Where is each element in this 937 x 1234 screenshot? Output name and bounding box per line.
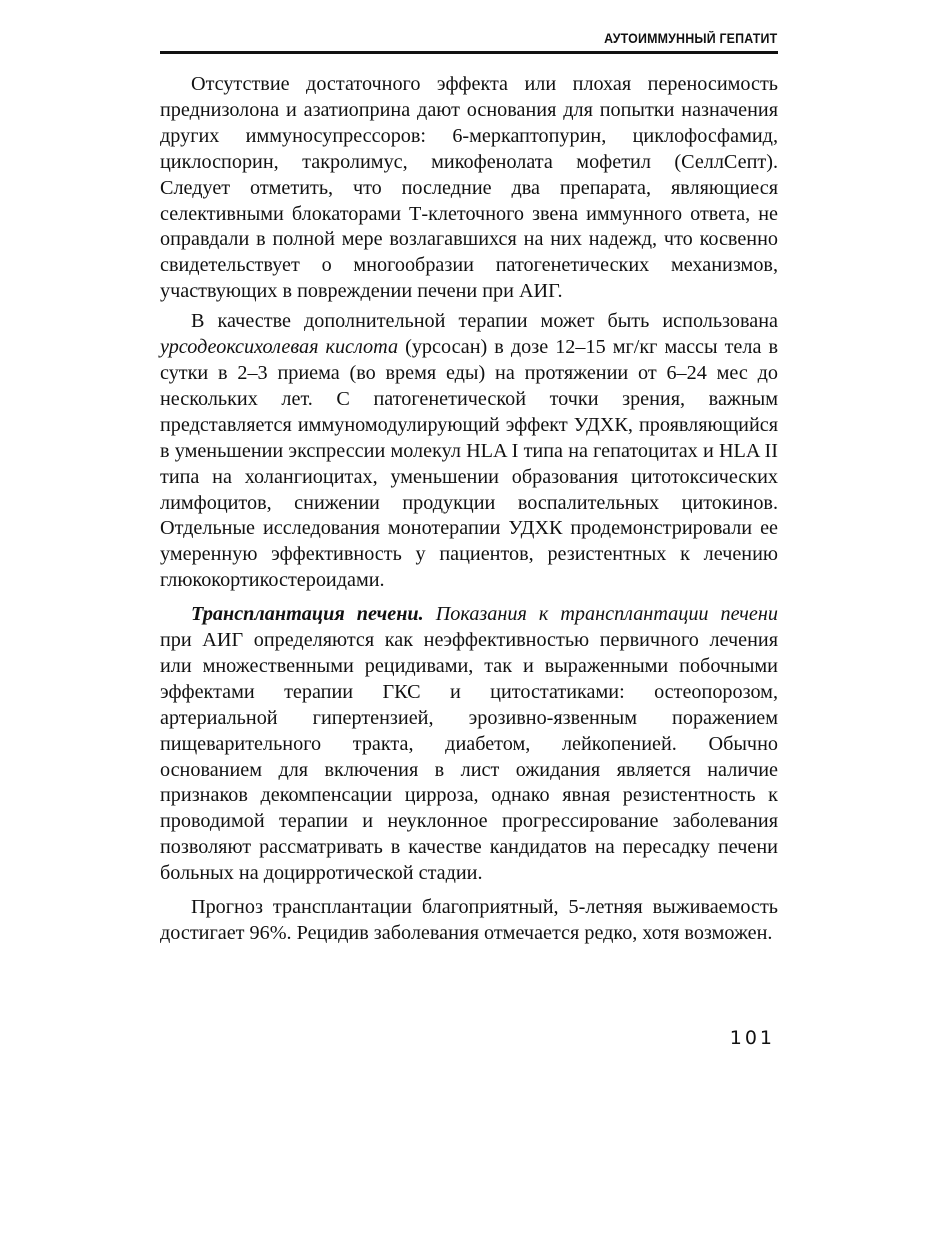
section-heading-transplantation: Трансплантация печени. <box>191 603 424 626</box>
paragraph-udca-rest: (урсосан) в дозе 12–15 мг/кг массы тела в сутки в 2–3 приема (во время еды) на протяжении от 6–24 мес до нескольких лет. С патогенетической точки зрения, важным представляется иммуномодулирующий эффект УДХК, проявляющийся в уменьшении экспрессии молекул HLA I типа на гепатоцитах и HLA II типа на холангиоцитах, уменьшении образования цитотоксических лимфоцитов, снижении продукции воспалительных цитокинов. Отдельные исследования монотерапии УДХК продемонстрировали ее умеренную эффективность у пациентов, резистентных к лечению глюкокортикостероидами. <box>160 336 778 592</box>
paragraph-transplantation-rest: при АИГ определяются как неэффективностью первичного лечения или множественными рецидивами, так и выраженными побочными эффектами терапии ГКС и цитостатиками: остеопорозом, артериальной гипертензией, эрозивно-язвенным поражением пищеварительного тракта, диабетом, лейкопенией. Обычно основанием для включения в лист ожидания является наличие признаков декомпенсации цирроза, однако явная резистентность к проводимой терапии и неуклонное прогрессирование заболевания позволяют рассматривать в качестве кандидатов на пересадку печени больных на доцирротической стадии. <box>160 629 778 885</box>
paragraph-transplantation <box>160 602 778 887</box>
paragraph-immunosuppressors: Отсутствие достаточного эффекта или плохая переносимость преднизолона и азатиоприна дают основания для попытки назначения других иммуносупрессоров: 6-меркаптопурин, циклофосфамид, циклоспорин, такролимус, микофенолата мофетил (СеллСепт). Следует отметить, что последние два препарата, являющиеся селективными блокаторами Т-клеточного звена иммунного ответа, не оправдали в полной мере возлагавшихся на них надежд, что косвенно свидетельствует о многообразии патогенетических механизмов, участвующих в повреждении печени при АИГ. <box>160 73 778 303</box>
page-number: 101 <box>729 1027 775 1049</box>
running-header: АУТОИММУННЫЙ ГЕПАТИТ <box>603 31 777 46</box>
paragraph-udca-lead: В качестве дополнительной терапии может быть использована <box>191 310 778 333</box>
paragraph-prognosis: Прогноз трансплантации благоприятный, 5-летняя выживаемость достигает 96%. Рецидив заболевания отмечается редко, хотя возможен. <box>160 896 778 944</box>
drug-name-udca: урсодеоксихолевая кислота <box>160 336 399 359</box>
body-text <box>160 72 778 951</box>
paragraph-udca <box>160 309 778 594</box>
subheading-indications: Показания к трансплантации печени <box>435 603 779 626</box>
header-rule <box>160 51 778 54</box>
